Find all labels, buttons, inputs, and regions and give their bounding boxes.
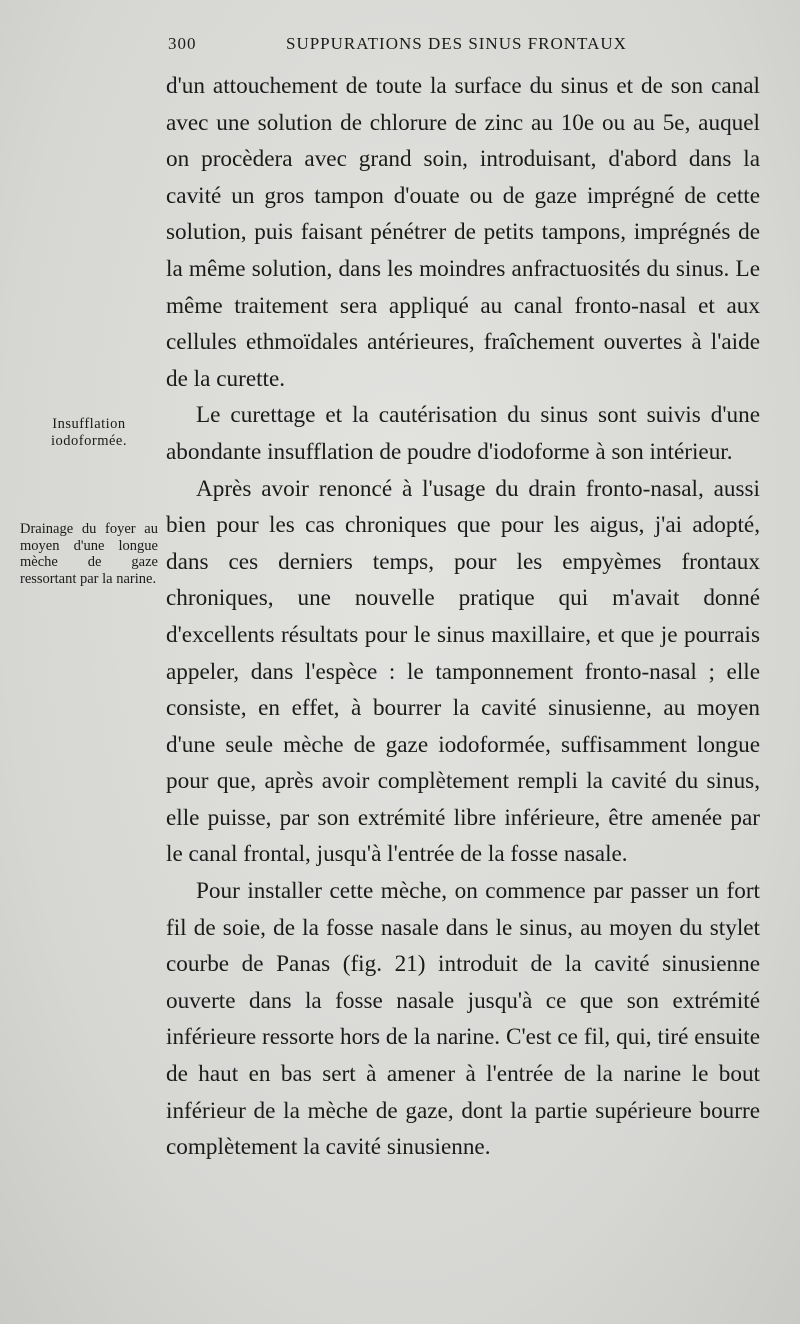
paragraph: Pour installer cette mèche, on commence par passer un fort fil de soie, de la fosse nasale dans le sinus, au moyen du stylet courbe de Panas (fig. 21) introduit de la cavité sinusienne ouverte dans la fosse nasale jusqu'à ce que son extrémité inférieure ressorte hors de la narine. C'est ce fil, qui, tiré ensuite de haut en bas sert à amener à l'entrée de la narine le bout inférieur de la mèche de gaze, dont la partie supérieure bourre complètement la cavité sinusienne. [166,878,760,1161]
paragraph: d'un attouchement de toute la surface du sinus et de son canal avec une solution de chlorure de zinc au 10e ou au 5e, auquel on procèdera avec grand soin, introduisant, d'abord dans la cavité un gros tampon d'ouate ou de gaze imprégné de cette solution, puis faisant pénétrer de petits tampons, imprégnés de la même solution, dans les moindres anfractuosités du sinus. Le même traitement sera appliqué au canal fronto-nasal et aux cellules ethmoïdales antérieures, fraîchement ouvertes à l'aide de la curette. [166,73,760,392]
page-number: 300 [168,34,197,53]
body-text [166,68,760,1166]
margin-note-drainage: Drainage du foyer au moyen d'une longue mèche de gaze ressortant par la narine. [20,521,158,587]
running-title: SUPPURATIONS DES SINUS FRONTAUX [286,34,627,53]
paragraph: Le curettage et la cautérisation du sinus sont suivis d'une abondante insufflation de poudre d'iodoforme à son intérieur. [166,402,760,465]
paragraph: Après avoir renoncé à l'usage du drain fronto-nasal, aussi bien pour les cas chroniques que pour les aigus, j'ai adopté, dans ces derniers temps, pour les empyèmes frontaux chroniques, une nouvelle pratique qui m'avait donné d'excellents résultats pour le sinus maxillaire, et que je pourrais appeler, dans l'espèce : le tamponnement fronto-nasal ; elle consiste, en effet, à bourrer la cavité sinusienne, au moyen d'une seule mèche de gaze iodoformée, suffisamment longue pour que, après avoir complètement rempli la cavité du sinus, elle puisse, par son extrémité libre inférieure, être amenée par le canal frontal, jusqu'à l'entrée de la fosse nasale. [166,475,760,868]
margin-note-insufflation: Insufflation iodoformée. [51,416,127,449]
page-header [168,34,760,56]
